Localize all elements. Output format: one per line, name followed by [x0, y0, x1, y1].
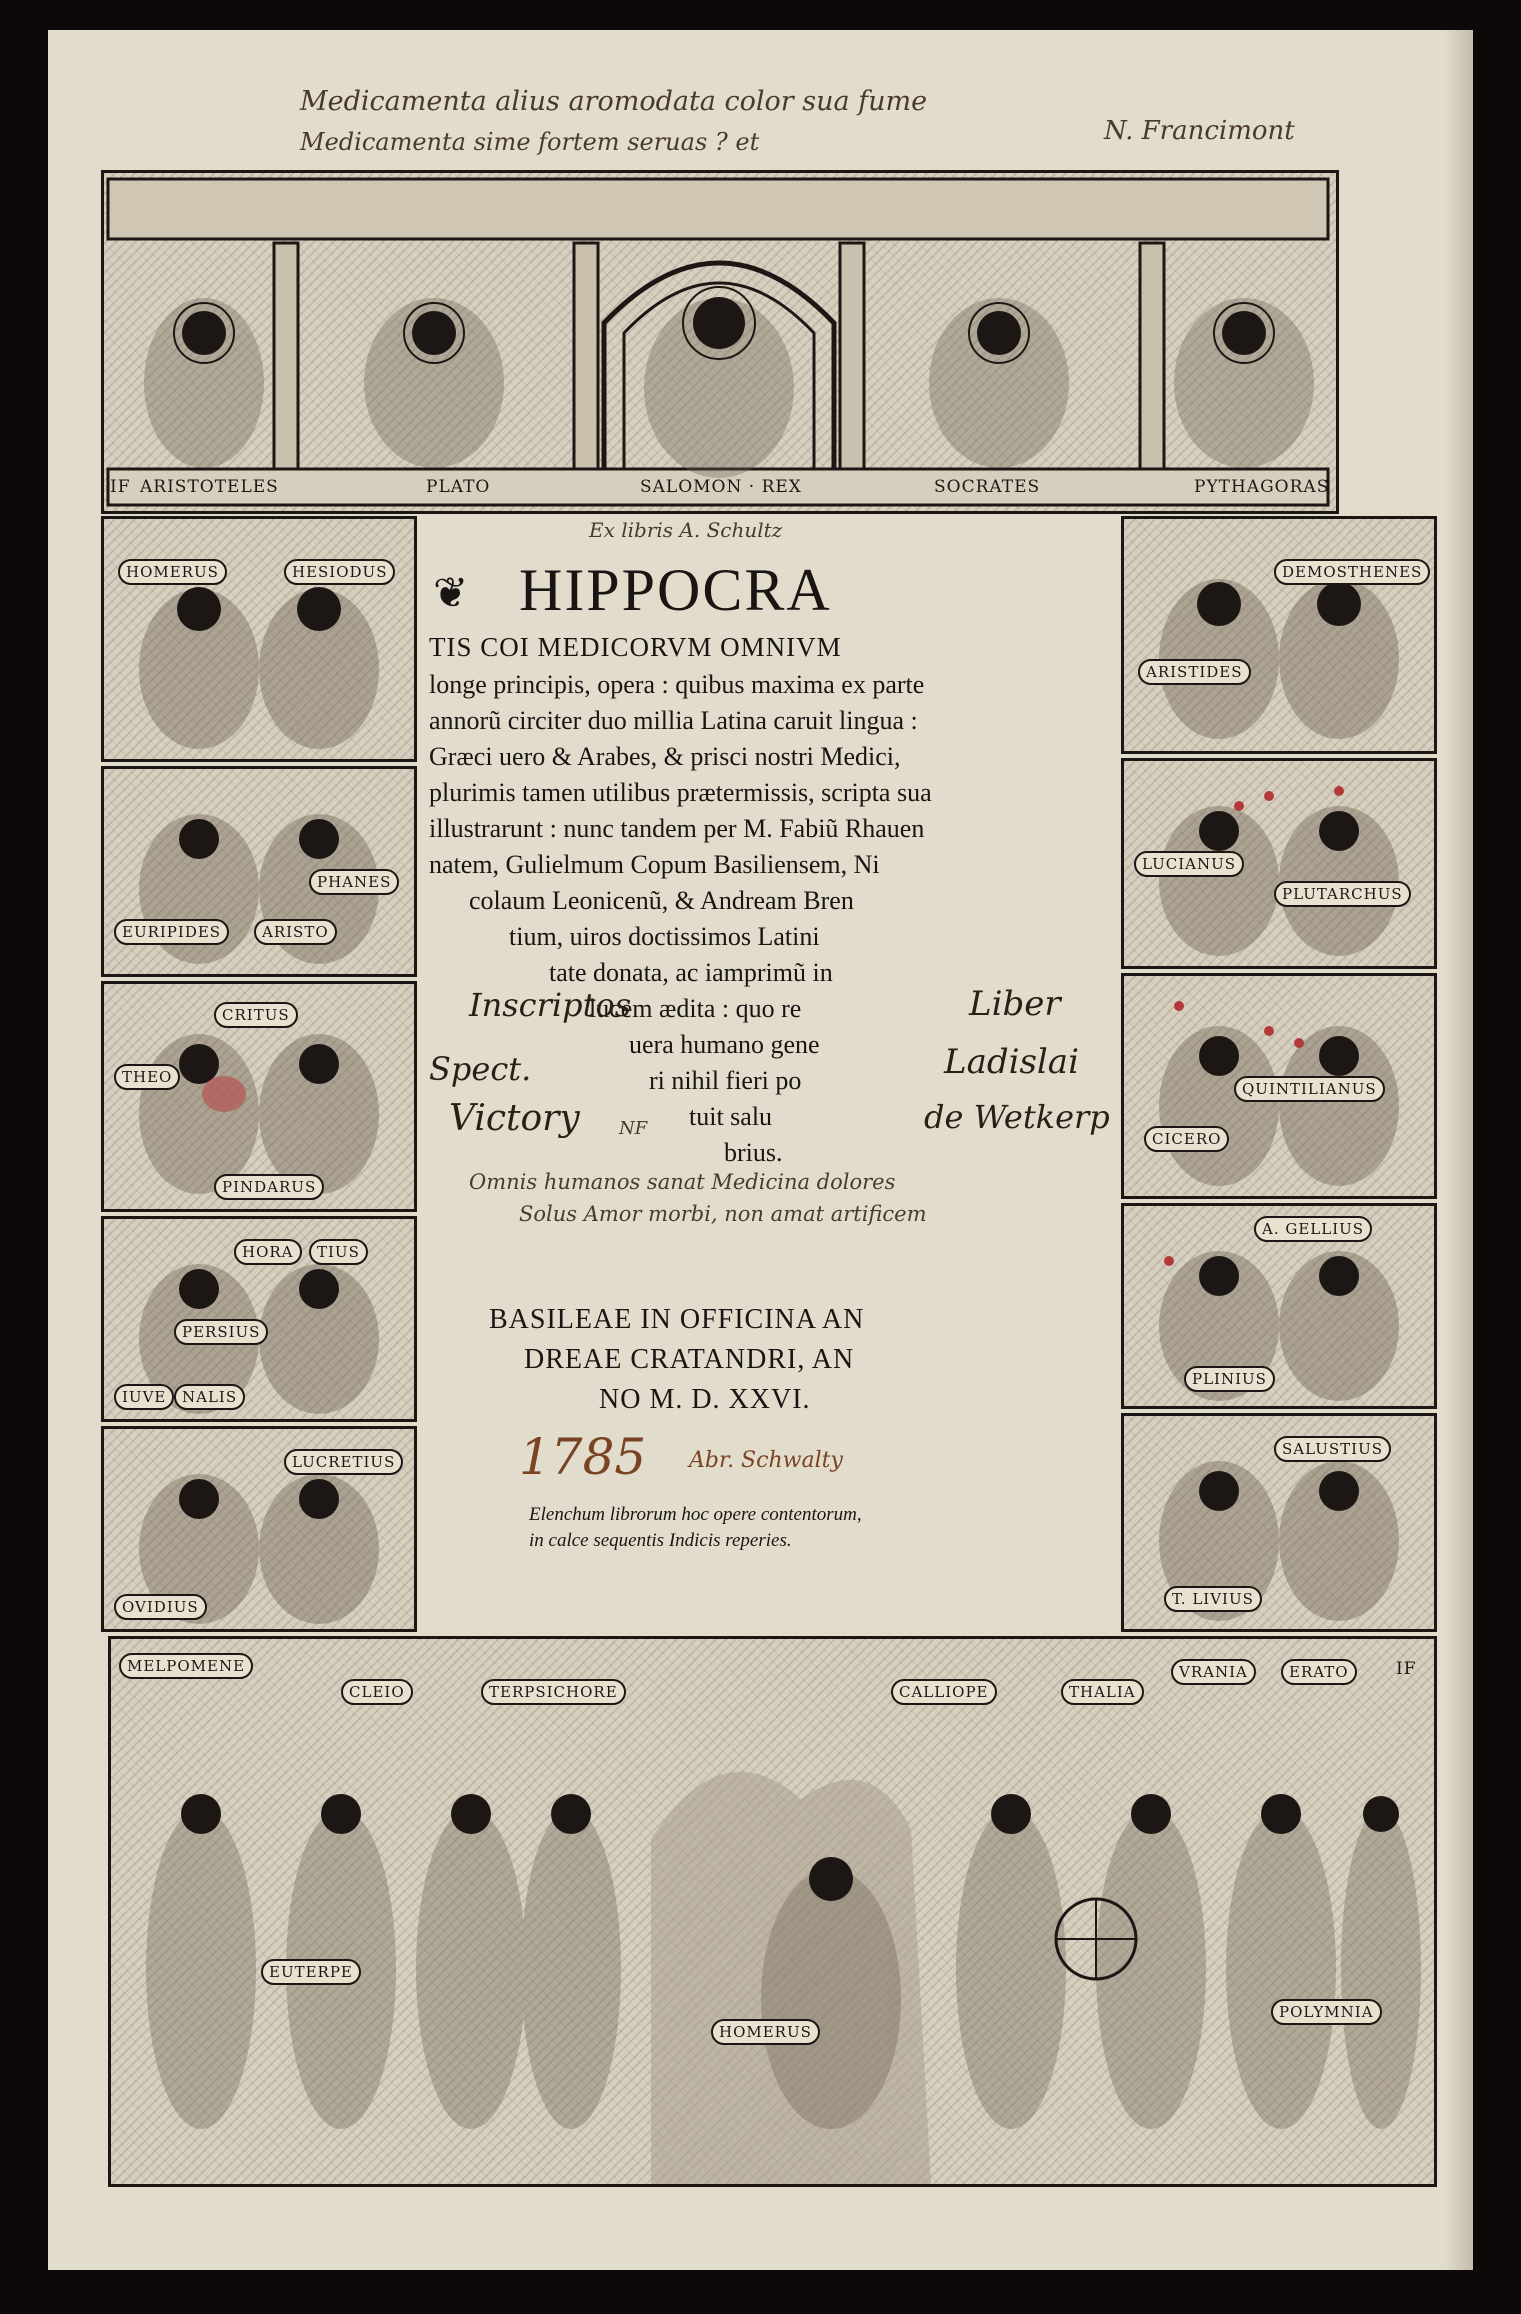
annotation-top-line-1: Medicamenta alius aromodata color sua fume [300, 86, 928, 117]
banner-polymnia: POLYMNIA [1271, 1999, 1382, 2025]
annotation-signature-bottom: Abr. Schwalty [689, 1448, 843, 1473]
inscription-right-1: Liber [969, 984, 1061, 1024]
body-line-5: illustrarunt : nunc tandem per M. Fabiũ Rhauen [429, 814, 925, 843]
inscription-left-3: Victory [449, 1098, 580, 1139]
red-star-mark [1234, 801, 1244, 811]
inscription-left-2: Spect. [429, 1050, 532, 1088]
annotation-year: 1785 [519, 1428, 647, 1486]
banner-cicero: CICERO [1144, 1126, 1229, 1152]
left-panel-4 [101, 1216, 417, 1422]
body-line-8: tium, uiros doctissimos Latini [509, 922, 820, 951]
banner-euterpe: EUTERPE [261, 1959, 361, 1985]
banner-thalia: THALIA [1061, 1679, 1144, 1705]
banner-plinius: PLINIUS [1184, 1366, 1275, 1392]
left-panel-5 [101, 1426, 417, 1632]
body-line-4: plurimis tamen utilibus prætermissis, scripta sua [429, 778, 932, 807]
annotation-top-line-2: Medicamenta sime fortem seruas ? et [300, 128, 760, 156]
body-line-3: Græci uero & Arabes, & prisci nostri Medici, [429, 742, 901, 771]
banner-homerus-bottom: HOMERUS [711, 2019, 820, 2045]
red-star-mark [1174, 1001, 1184, 1011]
imprint-line-2: DREAE CRATANDRI, AN [524, 1344, 855, 1375]
label-aristoteles: ARISTOTELES [140, 477, 279, 497]
banner-erato: ERATO [1281, 1659, 1357, 1685]
banner-quintilianus: QUINTILIANUS [1234, 1076, 1385, 1102]
book-page [48, 30, 1473, 2270]
banner-salustius: SALUSTIUS [1274, 1436, 1391, 1462]
label-pythagoras: PYTHAGORAS [1194, 477, 1330, 497]
inscription-right-3: de Wetkerp [924, 1098, 1110, 1136]
banner-phanes: PHANES [309, 869, 399, 895]
banner-homerus: HOMERUS [118, 559, 227, 585]
label-plato: PLATO [426, 477, 491, 497]
muses-scene-illustration [111, 1639, 1434, 2184]
title-line-2: TIS COI MEDICORVM OMNIVM [429, 632, 842, 662]
banner-persius: PERSIUS [174, 1319, 268, 1345]
banner-demosthenes: DEMOSTHENES [1274, 559, 1430, 585]
body-line-7: colaum Leonicenũ, & Andream Bren [469, 886, 854, 915]
imprint-line-3: NO M. D. XXVI. [599, 1384, 811, 1415]
body-line-10: lucem ædita : quo re [589, 994, 802, 1023]
banner-tius: TIUS [309, 1239, 368, 1265]
right-panel-1 [1121, 516, 1437, 754]
red-star-mark [1164, 1256, 1174, 1266]
title-block [429, 518, 1109, 1618]
label-socrates: SOCRATES [934, 477, 1041, 497]
red-star-mark [1334, 786, 1344, 796]
right-panel-4 [1121, 1203, 1437, 1409]
banner-aristides: ARISTIDES [1138, 659, 1251, 685]
banner-lucianus: LUCIANUS [1134, 851, 1244, 877]
note-line-2: in calce sequentis Indicis reperies. [529, 1530, 792, 1551]
banner-plutarchus: PLUTARCHUS [1274, 881, 1411, 907]
label-if-bottom: IF [1396, 1659, 1417, 1679]
inscription-right-2: Ladislai [944, 1042, 1079, 1082]
banner-vrania: VRANIA [1171, 1659, 1256, 1685]
title-line-1: HIPPOCRA [519, 557, 832, 623]
banner-terpsichore: TERPSICHORE [481, 1679, 626, 1705]
annotation-owner: N. Francimont [1104, 116, 1295, 146]
bottom-border-woodcut [108, 1636, 1437, 2187]
banner-hora: HORA [234, 1239, 302, 1265]
body-line-1: longe principis, opera : quibus maxima ex parte [429, 670, 925, 699]
top-border-arcade-illustration [104, 173, 1336, 511]
red-star-mark [1294, 1038, 1304, 1048]
annotation-small-mark: NF [619, 1118, 648, 1139]
banner-cleio: CLEIO [341, 1679, 413, 1705]
imprint-line-1: BASILEAE IN OFFICINA AN [489, 1304, 865, 1335]
label-if-top: IF [110, 477, 131, 497]
red-star-mark [1264, 1026, 1274, 1036]
banner-pindarus: PINDARUS [214, 1174, 324, 1200]
left-panel-3 [101, 981, 417, 1212]
title-ornament: ❦ [433, 571, 469, 617]
banner-ovidius: OVIDIUS [114, 1594, 207, 1620]
panel-figures-illustration [104, 519, 414, 759]
page-spine-shadow [1445, 30, 1473, 2270]
banner-aristo: ARISTO [254, 919, 337, 945]
left-panel-2 [101, 766, 417, 977]
body-line-6: natem, Gulielmum Copum Basiliensem, Ni [429, 850, 880, 879]
annotation-motto-2: Solus Amor morbi, non amat artificem [519, 1202, 927, 1226]
banner-nalis: NALIS [174, 1384, 245, 1410]
body-line-12: ri nihil fieri po [649, 1066, 802, 1095]
banner-theo: THEO [114, 1064, 180, 1090]
right-panel-2 [1121, 758, 1437, 969]
red-star-mark [1264, 791, 1274, 801]
banner-lucretius: LUCRETIUS [284, 1449, 403, 1475]
body-line-11: uera humano gene [629, 1030, 820, 1059]
annotation-motto-1: Omnis humanos sanat Medicina dolores [469, 1170, 896, 1194]
body-line-9: tate donata, ac iamprimũ in [549, 958, 833, 987]
panel-figures-illustration [1124, 519, 1434, 751]
note-line-1: Elenchum librorum hoc opere contentorum, [529, 1504, 862, 1525]
banner-hesiodus: HESIODUS [284, 559, 395, 585]
banner-euripides: EURIPIDES [114, 919, 229, 945]
banner-iuve: IUVE [114, 1384, 174, 1410]
body-line-2: annorũ circiter duo millia Latina caruit lingua : [429, 706, 918, 735]
banner-critus: CRITUS [214, 1002, 298, 1028]
top-border-woodcut [101, 170, 1339, 514]
body-line-13: tuit salu [689, 1102, 773, 1131]
annotation-ex-libris: Ex libris A. Schultz [589, 518, 783, 542]
banner-a-gellius: A. GELLIUS [1254, 1216, 1372, 1242]
right-panel-5 [1121, 1413, 1437, 1632]
banner-calliope: CALLIOPE [891, 1679, 997, 1705]
body-line-14: brius. [724, 1138, 783, 1167]
inscription-left-1: Inscriptos [469, 986, 632, 1024]
left-panel-1 [101, 516, 417, 762]
banner-t-livius: T. LIVIUS [1164, 1586, 1262, 1612]
banner-melpomene: MELPOMENE [119, 1653, 253, 1679]
label-salomon-rex: SALOMON · REX [640, 477, 802, 497]
right-panel-3 [1121, 973, 1437, 1199]
